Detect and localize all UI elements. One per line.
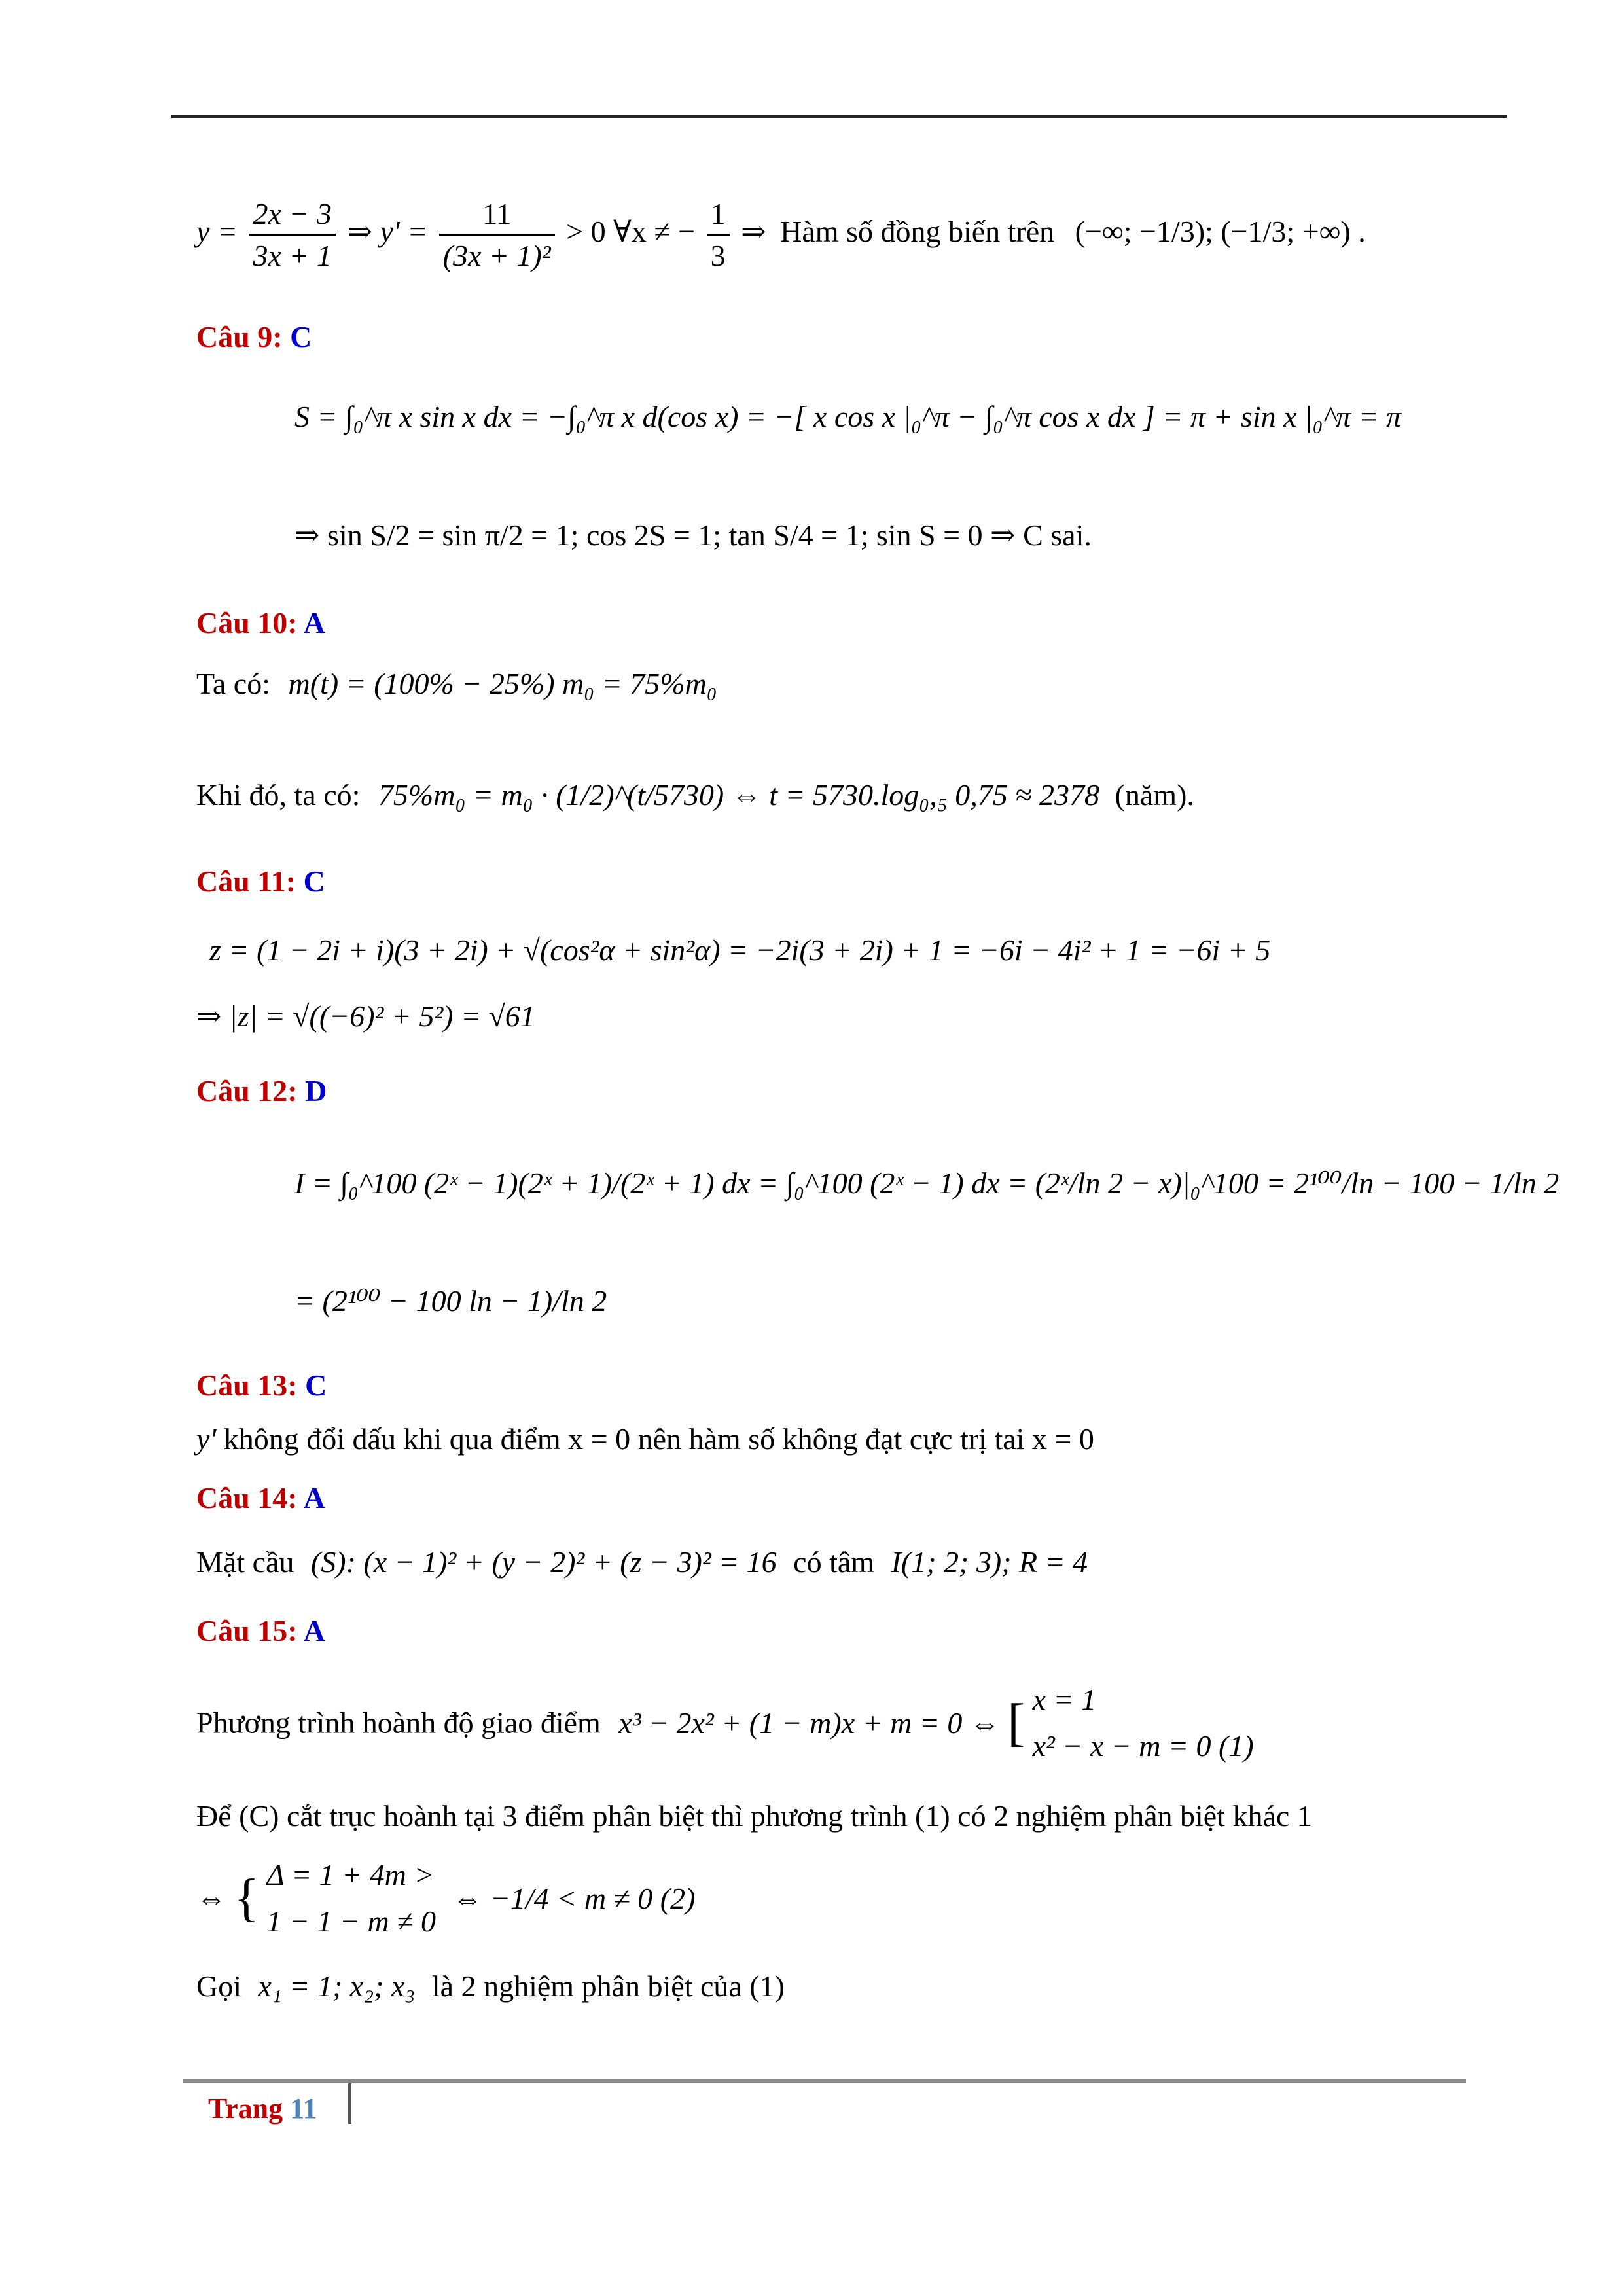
q15-sys2: 1 − 1 − m ≠ 0	[266, 1905, 436, 1938]
q14-math2: I(1; 2; 3); R = 4	[891, 1545, 1088, 1579]
q15-case2: x² − x − m = 0 (1)	[1032, 1729, 1254, 1763]
q10-heading: Câu 10: A	[196, 606, 325, 639]
q12-answer: D	[305, 1074, 327, 1107]
q13-answer: C	[305, 1369, 327, 1402]
footer-label: Trang	[208, 2092, 283, 2125]
q12-line1: I = ∫₀^100 (2ˣ − 1)(2ˣ + 1)/(2ˣ + 1) dx = ∫₀^100 (2ˣ − 1) dx = (2ˣ/ln 2 − x)|₀^100 = 2¹⁰⁰/ln − 100 − 1/ln 2	[294, 1166, 1560, 1200]
q10-line1-math: m(t) = (100% − 25%) m₀ = 75%m₀	[288, 667, 717, 700]
q15-line4-text1: Gọi	[196, 1969, 241, 2003]
q8-frac3: $\frac{1}{3}$	[707, 196, 730, 273]
footer-rule	[183, 2079, 1466, 2083]
q15-cases	[1033, 1682, 1254, 1763]
q11-line1: z = (1 − 2i + i)(3 + 2i) + √(cos²α + sin²α) = −2i(3 + 2i) + 1 = −6i − 4i² + 1 = −6i + 5	[209, 933, 1271, 967]
q8-end: .	[1358, 215, 1366, 249]
q8-text: Hàm số đồng biến trên	[780, 215, 1055, 249]
q8-line: y = $\frac{2x - 3}{3x + 1}$ ⇒ y' = $\frac{11}{\text{(3x + 1)²}}$ > 0 ∀x ≠ − $\frac{1}{3}$ ⇒ Hàm số đồng biến trên (−∞; −1/3); (−1/3; +∞) .	[196, 197, 1366, 272]
q14-text1: Mặt cầu	[196, 1545, 294, 1579]
q13-text: không đổi dấu khi qua điểm x = 0 nên hàm số không đạt cực trị tai x = 0	[223, 1422, 1094, 1456]
q15-system-brace: {	[234, 1869, 259, 1927]
q10-line2-unit: (năm).	[1115, 778, 1194, 812]
q15-line4-text2: là 2 nghiệm phân biệt của (1)	[431, 1969, 785, 2003]
q15-line1-math: x³ − 2x² + (1 − m)x + m = 0 ⇔	[618, 1706, 1000, 1740]
q15-line2: Để (C) cắt trục hoành tại 3 điểm phân biệt thì phương trình (1) có 2 nghiệm phân biệt khác 1	[196, 1799, 1312, 1833]
q14-answer: A	[303, 1481, 325, 1515]
q11-answer: C	[303, 865, 325, 898]
q9-heading: Câu 9: C	[196, 320, 312, 353]
q15-answer: A	[303, 1614, 325, 1647]
q15-line1	[196, 1682, 1254, 1763]
q10-line1-text: Ta có:	[196, 667, 271, 700]
q8-interval2: (−1/3; +∞)	[1221, 215, 1351, 249]
q10-line1	[196, 666, 717, 701]
q15-case-bracket: [	[1007, 1694, 1026, 1751]
q14-text2: có tâm	[793, 1545, 875, 1579]
q11-heading: Câu 11: C	[196, 865, 325, 898]
q10-line2	[196, 778, 1194, 812]
q9-answer: C	[290, 320, 312, 353]
q8-arrow1: ⇒ y' =	[347, 215, 428, 249]
q12-heading: Câu 12: D	[196, 1074, 327, 1107]
page-number: 11	[290, 2092, 317, 2125]
q14-heading: Câu 14: A	[196, 1481, 325, 1515]
page-footer	[208, 2092, 317, 2125]
q15-line4	[196, 1969, 785, 2003]
q15-line4-math: x₁ = 1; x₂; x₃	[258, 1969, 416, 2003]
q9-line2: ⇒ sin S/2 = sin π/2 = 1; cos 2S = 1; tan S/4 = 1; sin S = 0 ⇒ C sai.	[294, 518, 1092, 552]
q15-case1: x = 1	[1032, 1683, 1097, 1716]
q8-frac2: $\frac{11}{\text{(3x + 1)²}}$	[439, 196, 555, 273]
q8-arrow2: ⇒	[741, 215, 766, 249]
q13-heading: Câu 13: C	[196, 1369, 327, 1402]
q13-prefix: y'	[196, 1422, 217, 1456]
q14-math1: (S): (x − 1)² + (y − 2)² + (z − 3)² = 16	[310, 1545, 777, 1579]
q15-equiv: ⇔	[196, 1881, 226, 1915]
q15-system	[266, 1857, 436, 1939]
q10-line2-text: Khi đó, ta có:	[196, 778, 361, 812]
q15-line1-text: Phương trình hoành độ giao điểm	[196, 1706, 601, 1740]
q15-sys1: Δ = 1 + 4m >	[266, 1858, 435, 1892]
q14-line	[196, 1545, 1088, 1579]
q13-line	[196, 1422, 1094, 1456]
q8-interval1: (−∞; −1/3)	[1075, 215, 1205, 249]
q10-answer: A	[303, 606, 325, 639]
q8-frac1: $\frac{2x - 3}{3x + 1}$	[249, 196, 335, 273]
q15-heading: Câu 15: A	[196, 1614, 325, 1647]
q11-line2: ⇒ |z| = √((−6)² + 5²) = √61	[196, 999, 535, 1033]
q8-lhs: y =	[196, 215, 238, 249]
q12-line2: = (2¹⁰⁰ − 100 ln − 1)/ln 2	[294, 1284, 607, 1318]
header-rule	[171, 115, 1507, 118]
footer-separator	[348, 2083, 351, 2124]
q10-line2-math: 75%m₀ = m₀ · (1/2)^(t/5730) ⇔ t = 5730.log₀,₅ 0,75 ≈ 2378	[378, 778, 1100, 812]
q8-cond: > 0 ∀x ≠ −	[566, 215, 696, 249]
q9-line1: S = ∫₀^π x sin x dx = −∫₀^π x d(cos x) = −[ x cos x |₀^π − ∫₀^π cos x dx ] = π + sin x |₀^π = π	[294, 400, 1402, 433]
q15-line3	[196, 1857, 695, 1939]
q15-sys-result: ⇔ −1/4 < m ≠ 0 (2)	[452, 1881, 696, 1915]
